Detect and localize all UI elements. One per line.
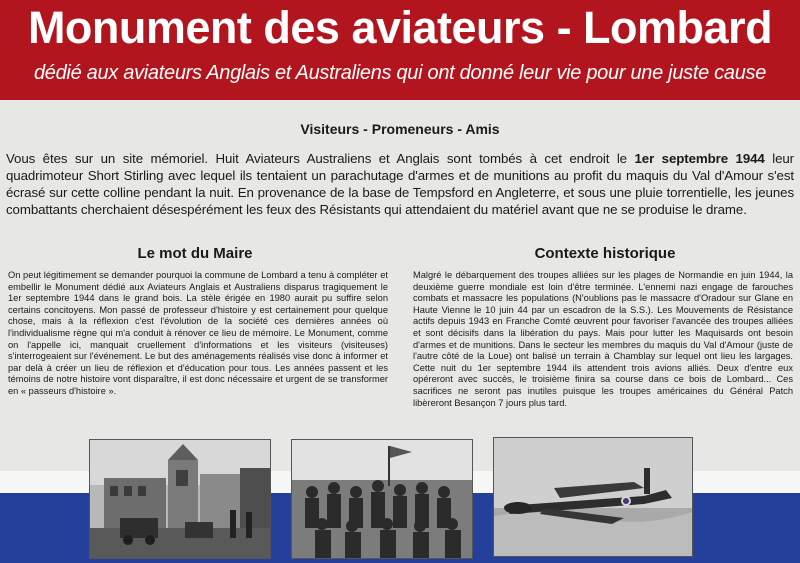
intro-text-start: Vous êtes sur un site mémoriel. Huit Aviateurs Australiens et Anglais sont tombés à cet endroit le (6, 151, 635, 166)
maquisards-group-photo (292, 440, 472, 558)
title-banner (0, 0, 800, 100)
section-heading: Visiteurs - Promeneurs - Amis (300, 121, 500, 137)
context-title: Contexte historique (534, 245, 676, 262)
intro-date: 1er septembre 1944 (634, 151, 765, 166)
stirling-bomber-photo (494, 438, 692, 556)
page-title: Monument des aviateurs - Lombard (27, 2, 773, 53)
mayor-title: Le mot du Maire (137, 245, 253, 262)
page-subtitle: dédié aux aviateurs Anglais et Australiens qui ont donné leur vie pour une juste cause (33, 62, 767, 84)
intro-paragraph (6, 150, 794, 218)
context-text: Malgré le débarquement des troupes alliées sur les plages de Normandie en juin 1944, la deuxième guerre mondiale est loin d'être terminée. L'ennemi nazi engage de farouches combats et massacre les populations (N'oublions pas le massacre d'Oradour sur Glane en Haute Vienne le 10 juin 44 par un escadron de la S.S.). Les Mouvements de Résistance actifs depuis 1943 en Franche Comté œuvrent pour favoriser l'avancée des troupes alliées et sont décisifs dans la libération du pays. Mais pour lutter les Maquisards ont besoin d'armes et de munitions. Dans le secteur les membres du maquis du Val d'Amour (juste de l'autre côté de la Loue) ont balisé un terrain à Chamblay sur lequel ont lieu les largages. Cette nuit du 1er septembre 1944 ils attendent trois avions alliés. Deux d'entre eux opéreront avec succès, le troisième finira sa course dans ce bois de Lombard... Ces sacrifices ne seront pas inutiles puisque les troupes américaines du Général Patch libèreront Besançon 7 jours plus tard. (413, 270, 793, 408)
street-liberation-photo (90, 440, 270, 558)
mayor-text: On peut légitimement se demander pourquoi la commune de Lombard a tenu à compléter et embellir le Monument dédié aux Aviateurs Anglais et Australiens disparus tragiquement le 1er septembre 1944 dans le grand bois. La stèle érigée en 1980 aurait pu suffire selon certains concitoyens. Mon passé de professeur d'histoire y est certainement pour quelque chose, mais à la réflexion c'est l'évolution de la société ces dernières années où l'individualisme règne qui m'a conduit à rénover ce lieu de mémoire. Le Monument, comme on l'appelle ici, manquait cruellement d'informations et les visiteurs (visiteuses) s'interrogeaient sur l'événement. Le but des aménagements réalisés vise donc à informer et par delà à créer un lieu de réflexion et d'éducation pour tous. Les années passent et les témoins de notre histoire vont disparaître, il est donc nécessaire et urgent de se transformer en « passeurs d'histoire ». (8, 270, 388, 396)
intro-text-end: leur quadrimoteur Short Stirling avec lequel ils tentaient un parachutage d'armes et de munitions au profit du maquis du Val d'Amour s'est écrasé sur cette colline pendant la nuit. En provenance de la base de Tempsford en Angleterre, et sous une pluie torrentielle, les jeunes combattants cherchaient désespérément les feux des Résistants qui attendaient du matériel avant que ne se produise le drame. (6, 151, 794, 217)
